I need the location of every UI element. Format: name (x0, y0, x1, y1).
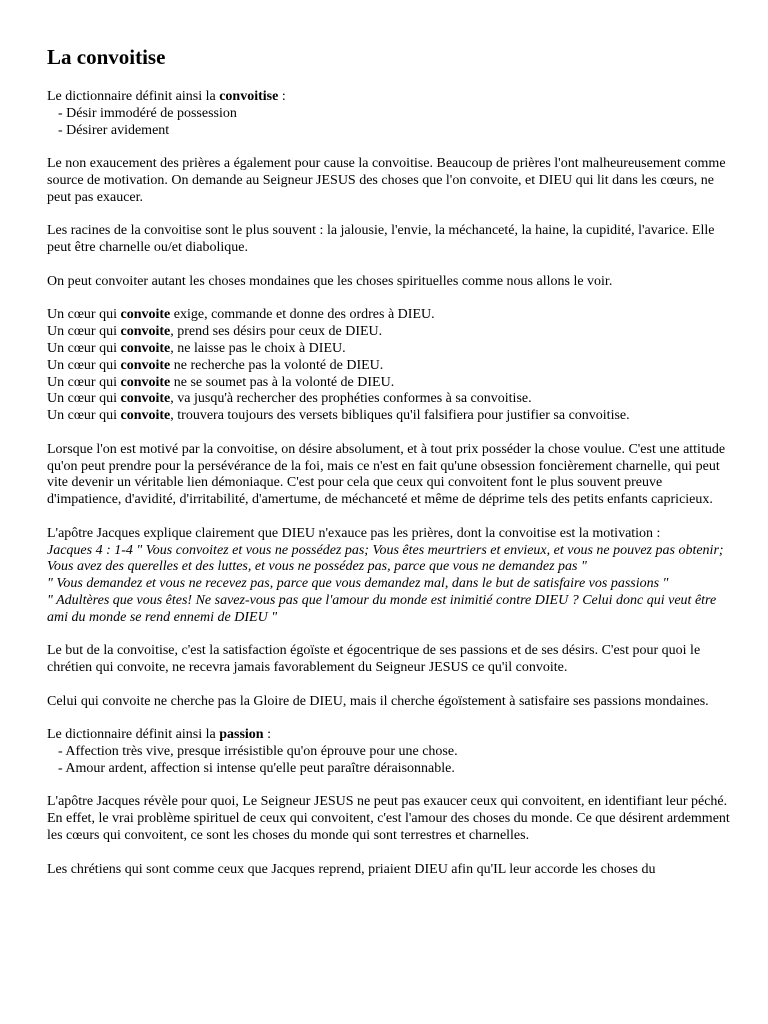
coeur-line: Un cœur qui convoite exige, commande et donne des ordres à DIEU. (47, 307, 435, 323)
bible-quote: " Adultères que vous êtes! Ne savez-vous pas que l'amour du monde est inimitié contre DIEU ? Celui donc qui veut être ami du monde se rend ennemi de DIEU " (47, 592, 717, 625)
bible-quote: " Vous demandez et vous ne recevez pas, parce que vous demandez mal, dans le but de satisfaire vos passions " (47, 576, 669, 592)
bible-quote: Jacques 4 : 1-4 " Vous convoitez et vous ne possédez pas; Vous êtes meurtriers et envieux, et vous ne pouvez pas obtenir; Vous avez des querelles et des luttes, et vous ne possédez pas, parce que vous ne demandez pas " (47, 542, 724, 575)
coeur-line: Un cœur qui convoite ne se soumet pas à la volonté de DIEU. (47, 374, 395, 390)
paragraph-motive: Lorsque l'on est motivé par la convoitise, on désire absolument, et à tout prix posséder la chose voulue. C'est une attitude qu'on peut prendre pour la persévérance de la foi, mais ce n'est en fait qu'une obsession foncièrement charnelle, qui peut vite devenir un véritable lien démoniaque. C'est pour cela que ceux qui convoitent font le plus souvent preuve d'impatience, d'avidité, d'irritabilité, d'amertume, de méchanceté et même de déprime tels des petits enfants capricieux. (47, 441, 726, 508)
paragraph-racines: Les racines de la convoitise sont le plus souvent : la jalousie, l'envie, la méchanceté, la haine, la cupidité, l'avarice. Elle peut être charnelle ou/et diabolique. (47, 223, 715, 256)
convoitise-definition: Le dictionnaire définit ainsi la convoitise : - Désir immodéré de possession - Désirer avidement (47, 89, 737, 139)
paragraph-chretiens: Les chrétiens qui sont comme ceux que Jacques reprend, priaient DIEU afin qu'IL leur accorde les choses du (47, 861, 656, 877)
definition-term: convoitise (219, 89, 279, 104)
document-body (47, 45, 737, 895)
page-title: La convoitise (47, 45, 166, 69)
coeur-line: Un cœur qui convoite ne recherche pas la volonté de DIEU. (47, 357, 384, 373)
definition-item: - Amour ardent, affection si intense qu'elle peut paraître déraisonnable. (58, 760, 455, 776)
coeur-line: Un cœur qui convoite, va jusqu'à rechercher des prophéties conformes à sa convoitise. (47, 391, 532, 407)
paragraph-revele: L'apôtre Jacques révèle pour quoi, Le Seigneur JESUS ne peut pas exaucer ceux qui convoitent, en identifiant leur péché. En effet, le vrai problème spirituel de ceux qui convoitent, c'est l'amour des choses du monde. Ce que désirent ardemment les cœurs qui convoitent, ce sont les choses du monde qui sont terrestres et charnelles. (47, 794, 730, 844)
paragraph-prieres: Le non exaucement des prières a également pour cause la convoitise. Beaucoup de prières l'ont malheureusement comme source de motivation. On demande au Seigneur JESUS des choses que l'on convoite, et DIEU qui lit dans les cœurs, ne peut pas exaucer. (47, 156, 726, 205)
passion-definition: Le dictionnaire définit ainsi la passion : - Affection très vive, presque irrésistible qu'on éprouve pour une chose. - Amour ardent, affection si intense qu'elle peut paraître déraisonnable. (47, 727, 737, 777)
coeur-line: Un cœur qui convoite, ne laisse pas le choix à DIEU. (47, 340, 346, 356)
definition-item: - Désir immodéré de possession (58, 105, 237, 121)
paragraph-but: Le but de la convoitise, c'est la satisfaction égoïste et égocentrique de ses passions et de ses désirs. C'est pour quoi le chrétien qui convoite, ne recevra jamais favorablement du Seigneur JESUS ce qu'il convoite. (47, 643, 701, 676)
coeur-line: Un cœur qui convoite, prend ses désirs pour ceux de DIEU. (47, 324, 383, 340)
definition-item: - Affection très vive, presque irrésistible qu'on éprouve pour une chose. (58, 744, 458, 760)
coeur-line: Un cœur qui convoite, trouvera toujours des versets bibliques qu'il falsifiera pour justifier sa convoitise. (47, 408, 630, 424)
paragraph-gloire: Celui qui convoite ne cherche pas la Gloire de DIEU, mais il cherche égoïstement à satisfaire ses passions mondaines. (47, 693, 709, 709)
coeur-list (47, 307, 737, 425)
jacques-intro: L'apôtre Jacques explique clairement que DIEU n'exauce pas les prières, dont la convoitise est la motivation : (47, 525, 661, 541)
paragraph-mondaines: On peut convoiter autant les choses mondaines que les choses spirituelles comme nous allons le voir. (47, 273, 613, 289)
jacques-section (47, 526, 737, 627)
definition-item: - Désirer avidement (58, 122, 170, 138)
definition-term: passion (219, 727, 264, 743)
